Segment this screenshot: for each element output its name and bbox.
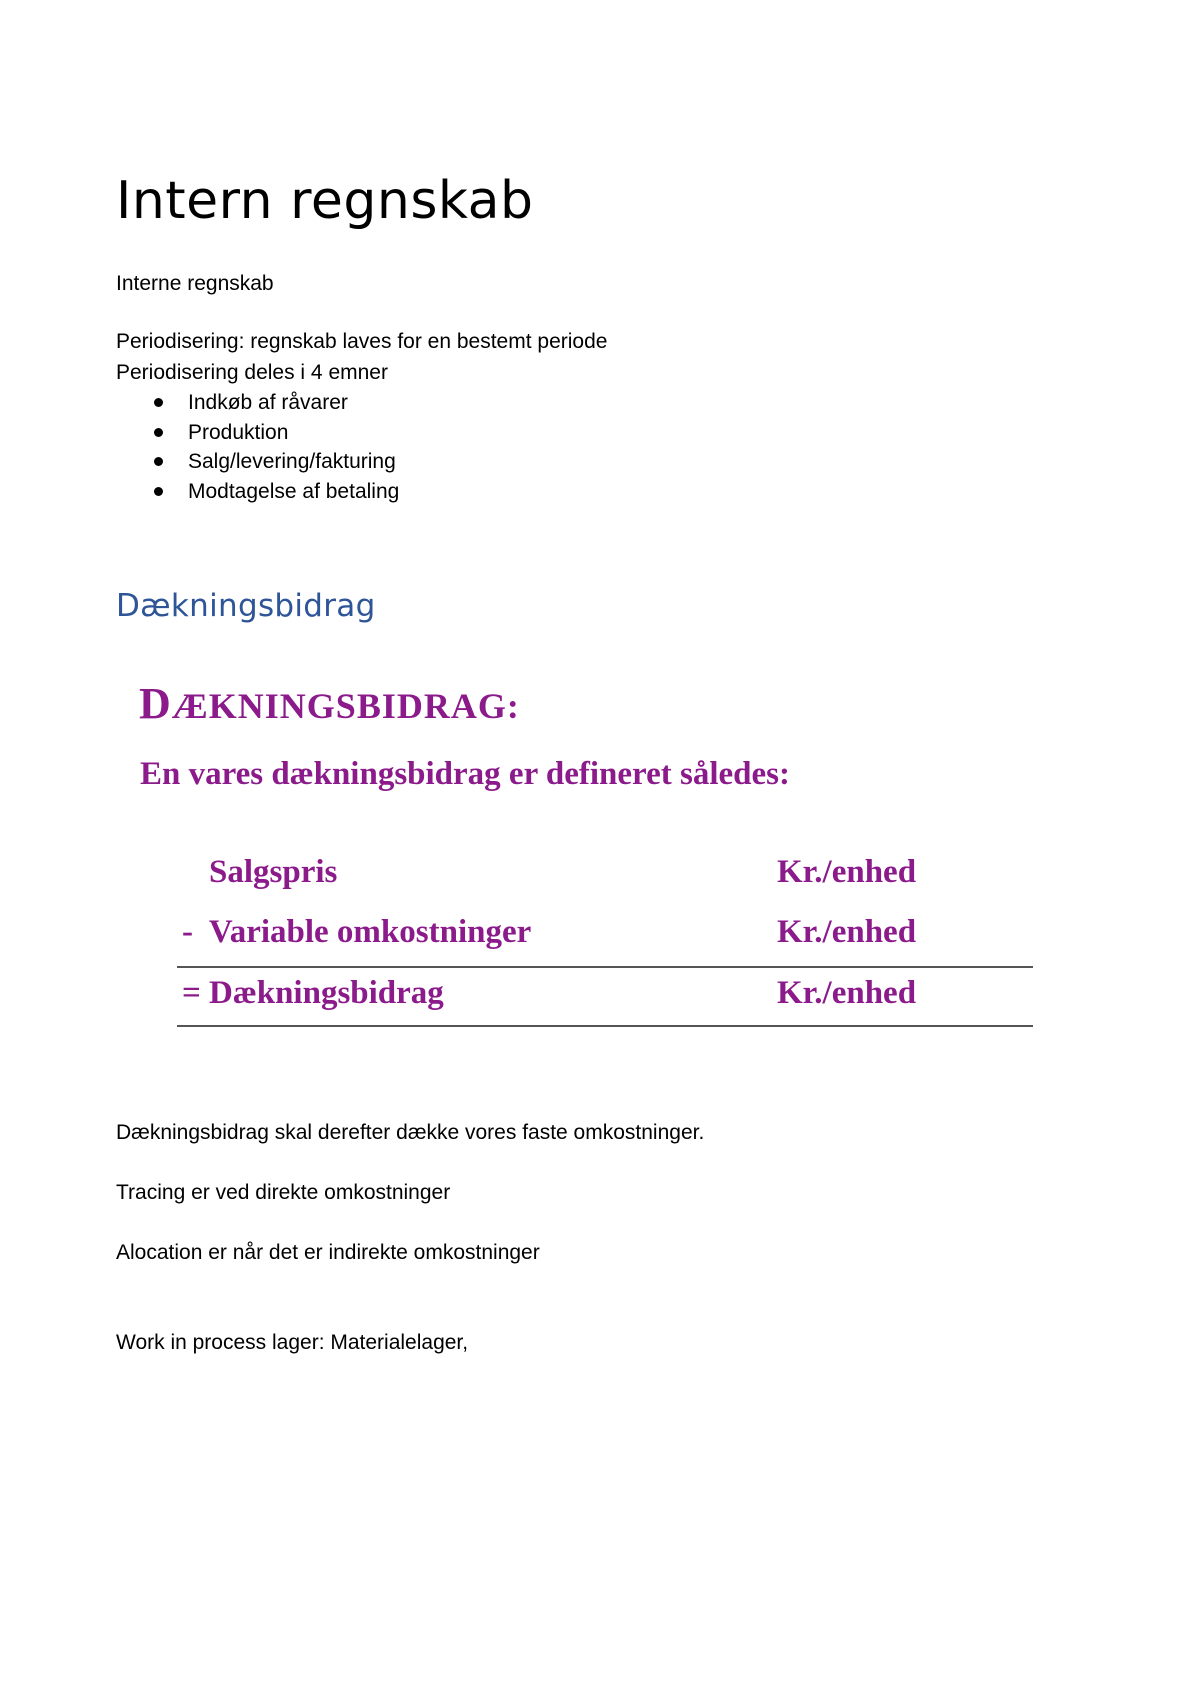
figure-row-unit-daekningsbidrag: Kr./enhed [777, 975, 917, 1011]
paragraph-interne-regnskab: Interne regnskab [116, 272, 274, 295]
section-heading-daekningsbidrag: Dækningsbidrag [116, 588, 376, 624]
list-item-text: Indkøb af råvarer [188, 391, 348, 414]
figure-heading [139, 680, 520, 730]
paragraph-tracing: Tracing er ved direkte omkostninger [116, 1181, 451, 1204]
paragraph-periodisering-emner: Periodisering deles i 4 emner [116, 361, 388, 384]
figure-row-label-salgspris: Salgspris [209, 854, 338, 890]
list-item-text: Salg/levering/fakturing [188, 450, 396, 473]
bullet-icon [154, 487, 163, 496]
list-item-text: Produktion [188, 420, 289, 444]
figure-rule-bottom [177, 1025, 1033, 1027]
list-item-text: Modtagelse af betaling [188, 479, 400, 503]
bullet-icon [154, 428, 163, 437]
bullet-icon [154, 398, 163, 407]
bullet-list [150, 388, 399, 506]
document-title: Intern regnskab [116, 171, 534, 231]
figure-heading-initial: D [139, 679, 172, 728]
list-item [150, 418, 399, 448]
figure-row-label-variable: - Variable omkostninger [182, 914, 532, 950]
figure-subtitle: En vares dækningsbidrag er defineret således: [140, 756, 790, 792]
list-item [150, 477, 399, 507]
list-item [150, 447, 399, 477]
paragraph-alocation: Alocation er når det er indirekte omkostninger [116, 1241, 540, 1264]
list-item [150, 388, 399, 418]
paragraph-periodisering-definition: Periodisering: regnskab laves for en bestemt periode [116, 330, 608, 353]
figure-rule-top [177, 966, 1033, 968]
paragraph-work-in-process: Work in process lager: Materialelager, [116, 1331, 469, 1354]
figure-row-unit-variable: Kr./enhed [777, 914, 917, 950]
figure-row-label-daekningsbidrag: = Dækningsbidrag [182, 975, 444, 1011]
figure-row-unit-salgspris: Kr./enhed [777, 854, 917, 890]
bullet-icon [154, 457, 163, 466]
paragraph-faste-omkostninger: Dækningsbidrag skal derefter dække vores faste omkostninger. [116, 1121, 705, 1144]
figure-heading-rest: ÆKNINGSBIDRAG: [171, 686, 520, 726]
